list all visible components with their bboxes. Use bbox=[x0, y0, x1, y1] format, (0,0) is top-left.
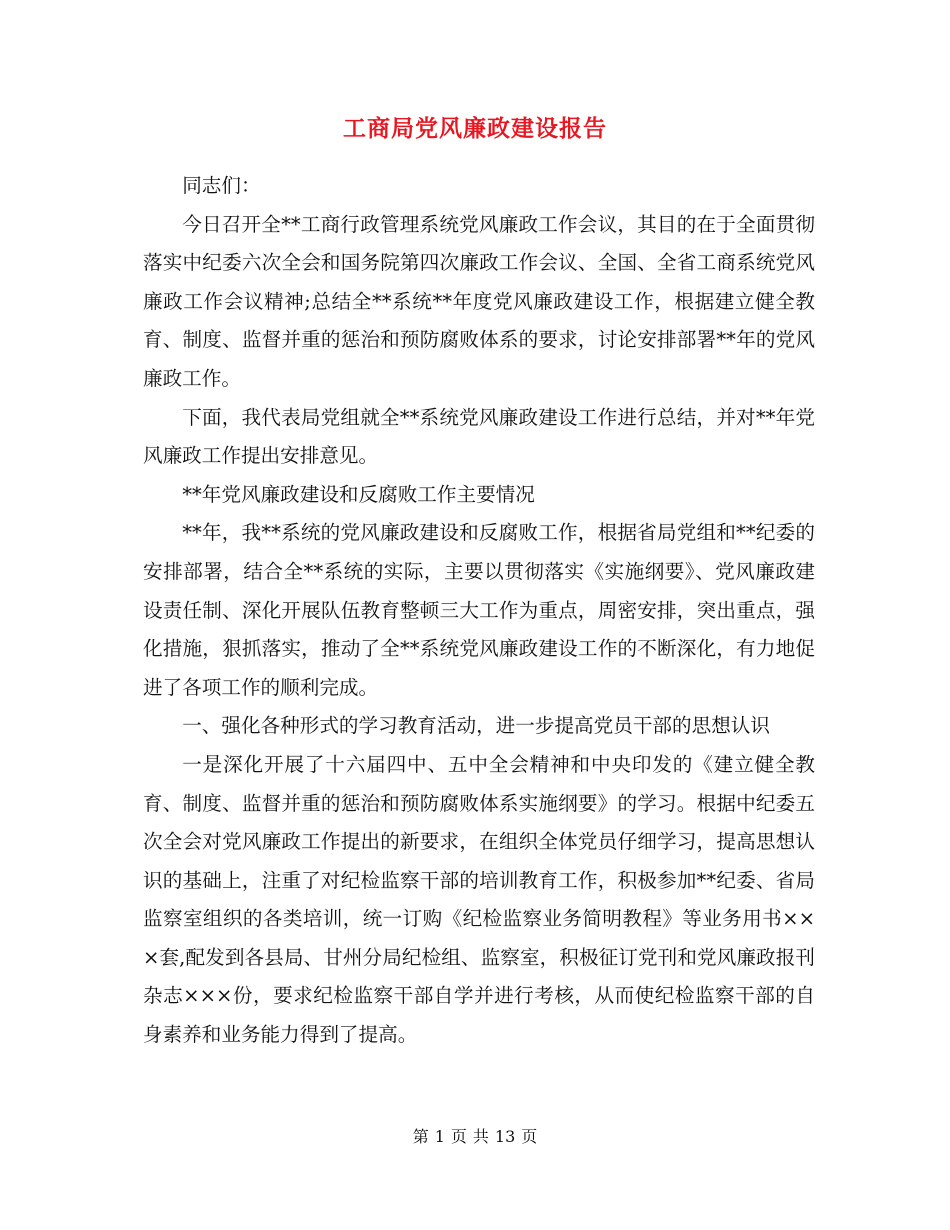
footer-total-pages: 13 bbox=[494, 1127, 516, 1146]
footer-label-total-unit: 页 bbox=[521, 1127, 538, 1146]
footer-label-page-unit: 页 bbox=[450, 1127, 467, 1146]
document-body bbox=[143, 167, 815, 1055]
salutation: 同志们： bbox=[182, 174, 261, 197]
paragraph-representation: 下面，我代表局党组就全**系统党风廉政建设工作进行总结，并对**年党风廉政工作提出安排意见。 bbox=[143, 405, 815, 468]
footer-current-page: 1 bbox=[434, 1127, 445, 1146]
paragraph-summary: **年，我**系统的党风廉政建设和反腐败工作，根据省局党组和**纪委的安排部署，结合全**系统的实际，主要以贯彻落实《实施纲要》、党风廉政建设责任制、深化开展队伍教育整顿三大工作为重点，周密安排，突出重点，强化措施，狠抓落实，推动了全**系统党风廉政建设工作的不断深化，有力地促进了各项工作的顺利完成。 bbox=[143, 521, 815, 699]
paragraph-intro: 今日召开全**工商行政管理系统党风廉政工作会议，其目的在于全面贯彻落实中纪委六次全会和国务院第四次廉政工作会议、全国、全省工商系统党风廉政工作会议精神;总结全**系统**年度党风廉政建设工作，根据建立健全教育、制度、监督并重的惩治和预防腐败体系的要求，讨论安排部署**年的党风廉政工作。 bbox=[143, 212, 815, 390]
page-footer bbox=[0, 1125, 950, 1149]
document-title: 工商局党风廉政建设报告 bbox=[343, 115, 607, 142]
subsection-heading: 一、强化各种形式的学习教育活动，进一步提高党员干部的思想认识 bbox=[182, 714, 770, 738]
footer-label-total: 共 bbox=[472, 1127, 489, 1146]
paragraph-study: 一是深化开展了十六届四中、五中全会精神和中央印发的《建立健全教育、制度、监督并重的惩治和预防腐败体系实施纲要》的学习。根据中纪委五次全会对党风廉政工作提出的新要求，在组织全体党员仔细学习，提高思想认识的基础上，注重了对纪检监察干部的培训教育工作，积极参加**纪委、省局监察室组织的各类培训，统一订购《纪检监察业务简明教程》等业务用书×××套,配发到各县局、甘州分局纪检组、监察室，积极征订党刊和党风廉政报刊杂志×××份，要求纪检监察干部自学并进行考核，从而使纪检监察干部的自身素养和业务能力得到了提高。 bbox=[143, 752, 815, 1047]
section-heading: **年党风廉政建设和反腐败工作主要情况 bbox=[182, 482, 535, 506]
footer-label-page: 第 bbox=[412, 1127, 429, 1146]
